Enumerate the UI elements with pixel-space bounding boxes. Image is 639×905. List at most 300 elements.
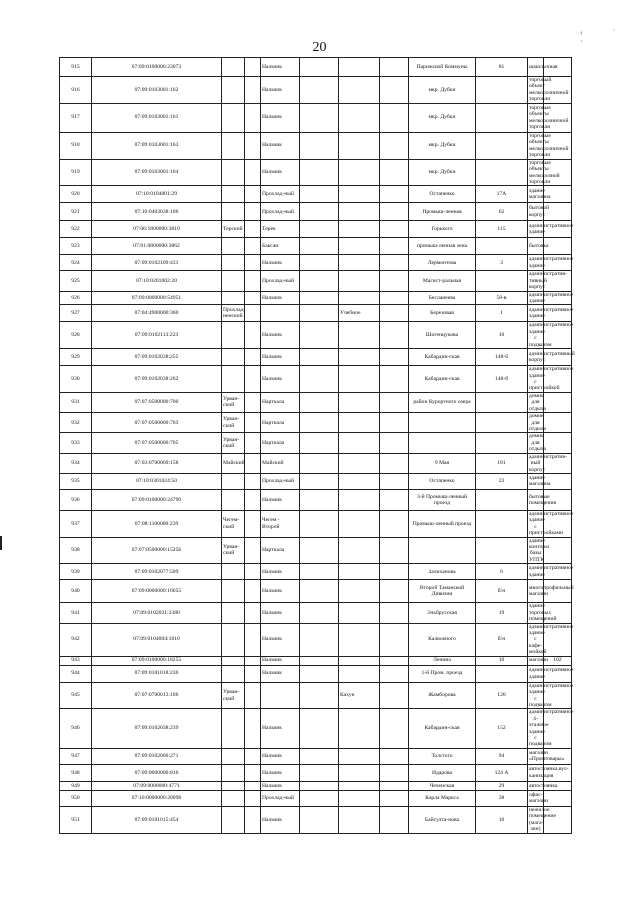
cell-empty bbox=[380, 221, 409, 238]
cell-n: 918 bbox=[60, 132, 92, 159]
cell-empty bbox=[380, 510, 409, 537]
cell-street: Бесланеева bbox=[409, 291, 476, 305]
cell-empty bbox=[245, 132, 261, 159]
cell-purpose: нежилое помещение (мага-зин) bbox=[529, 806, 556, 833]
cell-empty bbox=[300, 682, 339, 709]
cell-n: 932 bbox=[60, 413, 92, 433]
cell-city: Нальчик bbox=[261, 291, 300, 305]
cell-street: Промыш-ленный проезд bbox=[409, 510, 476, 537]
cell-purpose: административ-тивный корпус bbox=[529, 271, 567, 291]
cell-empty bbox=[245, 366, 261, 393]
cell-house: 3 bbox=[476, 255, 528, 271]
cell-house: 62 bbox=[476, 203, 528, 221]
property-table bbox=[59, 57, 575, 834]
cell-vill bbox=[339, 806, 380, 833]
cell-purpose: домик для отдыха bbox=[529, 433, 546, 453]
cell-dist bbox=[222, 291, 245, 305]
cell-city: Нарткала bbox=[261, 413, 300, 433]
table-row bbox=[60, 489, 572, 510]
cell-city: Нарткала bbox=[261, 392, 300, 412]
table-row bbox=[60, 580, 572, 603]
cell-vill bbox=[339, 580, 380, 603]
cell-house: б/н bbox=[476, 623, 528, 656]
corner-marks: ‹ ˙ · bbox=[580, 28, 630, 46]
cell-city: Нальчик bbox=[261, 665, 300, 682]
cell-purpose: административное здание bbox=[529, 291, 574, 305]
cell-kad: 07:09:0102021:2380 bbox=[92, 603, 222, 623]
cell-vill bbox=[339, 291, 380, 305]
cell-house: 6 bbox=[476, 564, 528, 580]
cell-city: Нальчик bbox=[261, 781, 300, 790]
cell-empty bbox=[245, 682, 261, 709]
cell-n: 948 bbox=[60, 764, 92, 781]
cell-empty bbox=[245, 413, 261, 433]
cell-kad: 07:01:0800000:3862 bbox=[92, 238, 222, 255]
cell-dist: Урван-ский bbox=[222, 537, 245, 564]
cell-dist bbox=[222, 473, 245, 489]
cell-street: Лермонтова bbox=[409, 255, 476, 271]
table-body bbox=[60, 58, 575, 834]
cell-street: 9 Мая bbox=[409, 453, 476, 473]
cell-city: Нальчик bbox=[261, 806, 300, 833]
cell-empty bbox=[300, 132, 339, 159]
cell-dist bbox=[222, 665, 245, 682]
cell-empty bbox=[245, 489, 261, 510]
cell-empty bbox=[380, 764, 409, 781]
cell-city: Прохлад-ный bbox=[261, 203, 300, 221]
cell-house bbox=[476, 103, 528, 132]
cell-empty bbox=[300, 510, 339, 537]
cell-dist bbox=[222, 580, 245, 603]
cell-empty bbox=[300, 159, 339, 186]
page-number: 20 bbox=[312, 40, 327, 55]
cell-street bbox=[409, 433, 476, 453]
cell-n: 925 bbox=[60, 271, 92, 291]
cell-empty bbox=[245, 103, 261, 132]
table-row bbox=[60, 271, 572, 291]
cell-vill bbox=[339, 656, 380, 665]
cell-empty bbox=[380, 132, 409, 159]
cell-kad: 07:09:0100000:18255 bbox=[92, 656, 222, 665]
cell-street: Толстого bbox=[409, 748, 476, 764]
cell-empty bbox=[380, 58, 409, 77]
cell-kad: 07:09:0000000:4771 bbox=[92, 781, 222, 790]
cell-kad: 07:04:4900000:360 bbox=[92, 305, 222, 322]
cell-dist bbox=[222, 623, 245, 656]
cell-empty bbox=[245, 58, 261, 77]
cell-street: Идарова bbox=[409, 764, 476, 781]
cell-n: 945 bbox=[60, 682, 92, 709]
cell-dist bbox=[222, 271, 245, 291]
table-row bbox=[60, 305, 572, 322]
cell-city: Прохлад-ный bbox=[261, 790, 300, 806]
cell-n: 937 bbox=[60, 510, 92, 537]
cell-n: 927 bbox=[60, 305, 92, 322]
cell-empty bbox=[300, 623, 339, 656]
cell-n: 931 bbox=[60, 392, 92, 412]
cell-vill bbox=[339, 58, 380, 77]
cell-kad: 07:09:0102060:271 bbox=[92, 748, 222, 764]
table-row bbox=[60, 623, 572, 656]
cell-kad: 07:10:0403038:106 bbox=[92, 203, 222, 221]
cell-purpose: административное здание bbox=[528, 305, 544, 322]
cell-n: 936 bbox=[60, 489, 92, 510]
cell-kad: 07:09:0102109:431 bbox=[92, 255, 222, 271]
cell-purpose: бытовка bbox=[528, 238, 544, 255]
cell-kad: 07:10:0104001:29 bbox=[92, 186, 222, 203]
cell-house: 29 bbox=[476, 781, 528, 790]
cell-n: 923 bbox=[60, 238, 92, 255]
cell-empty bbox=[245, 564, 261, 580]
cell-house: 120 bbox=[476, 682, 528, 709]
table-row bbox=[60, 453, 572, 473]
cell-vill bbox=[339, 413, 380, 433]
cell-dist: Урван-ский bbox=[222, 682, 245, 709]
cell-house: 58-в bbox=[476, 291, 528, 305]
cell-empty bbox=[300, 203, 339, 221]
table-row bbox=[60, 159, 572, 186]
cell-purpose: административное здание с подвалом bbox=[529, 682, 574, 708]
cell-empty bbox=[245, 656, 261, 665]
cell-street: Байсулта-нова bbox=[409, 806, 476, 833]
table-row bbox=[60, 433, 572, 453]
cell-n: 934 bbox=[60, 453, 92, 473]
cell-n: 928 bbox=[60, 322, 92, 349]
cell-n: 916 bbox=[60, 77, 92, 104]
cell-house: 81 bbox=[476, 58, 528, 77]
cell-dist: Урван-ский bbox=[222, 413, 245, 433]
cell-empty bbox=[300, 322, 339, 349]
cell-city: Нальчик bbox=[261, 564, 300, 580]
cell-dist bbox=[222, 709, 245, 749]
cell-house bbox=[476, 413, 528, 433]
cell-empty bbox=[300, 603, 339, 623]
cell-empty bbox=[380, 489, 409, 510]
cell-empty bbox=[245, 433, 261, 453]
cell-city: Нальчик bbox=[261, 322, 300, 349]
cell-house bbox=[476, 392, 528, 412]
cell-empty bbox=[380, 665, 409, 682]
cell-kad: 07:09:0000000:816 bbox=[92, 764, 222, 781]
cell-empty bbox=[380, 291, 409, 305]
cell-dist bbox=[222, 186, 245, 203]
cell-empty bbox=[380, 537, 409, 564]
cell-street: Горького bbox=[409, 221, 476, 238]
cell-city: Нарткала bbox=[261, 433, 300, 453]
table-row bbox=[60, 806, 572, 833]
cell-empty bbox=[380, 77, 409, 104]
cell-empty bbox=[245, 709, 261, 749]
cell-city: Нальчик bbox=[261, 349, 300, 366]
cell-street: Чеченская bbox=[409, 781, 476, 790]
cell-street bbox=[409, 413, 476, 433]
cell-purpose: бытовой корпус bbox=[528, 203, 544, 221]
cell-n: 921 bbox=[60, 203, 92, 221]
cell-street: промыш-ленная зона bbox=[409, 238, 476, 255]
cell-empty bbox=[300, 764, 339, 781]
cell-vill bbox=[339, 510, 380, 537]
cell-purpose: здание магазина bbox=[528, 186, 544, 203]
cell-purpose: здание конторы базы УПТК bbox=[529, 537, 549, 563]
cell-house: 19 bbox=[476, 603, 528, 623]
cell-empty bbox=[380, 781, 409, 790]
cell-n: 935 bbox=[60, 473, 92, 489]
cell-empty bbox=[245, 764, 261, 781]
cell-dist bbox=[222, 103, 245, 132]
cell-vill bbox=[339, 453, 380, 473]
cell-extra bbox=[544, 413, 572, 433]
cell-city: Нальчик bbox=[261, 58, 300, 77]
cell-empty bbox=[380, 271, 409, 291]
cell-house bbox=[476, 132, 528, 159]
cell-empty bbox=[300, 564, 339, 580]
cell-kad: 07:07:0700013:106 bbox=[92, 682, 222, 709]
cell-vill bbox=[339, 473, 380, 489]
cell-vill bbox=[339, 392, 380, 412]
table-row bbox=[60, 603, 572, 623]
cell-empty bbox=[380, 392, 409, 412]
cell-kad: 07:03:0700069:158 bbox=[92, 453, 222, 473]
cell-vill bbox=[339, 186, 380, 203]
cell-dist bbox=[222, 564, 245, 580]
cell-purpose: административное 4-этажное здание с подвалом bbox=[529, 709, 574, 748]
cell-vill bbox=[339, 366, 380, 393]
cell-empty bbox=[245, 790, 261, 806]
table-row bbox=[60, 537, 572, 564]
cell-empty bbox=[300, 748, 339, 764]
cell-purpose: офис-магазин bbox=[529, 791, 548, 805]
table-row bbox=[60, 510, 572, 537]
cell-street: Калюжного bbox=[409, 623, 476, 656]
cell-kad: 07:09:0000000:16655 bbox=[92, 580, 222, 603]
cell-vill bbox=[339, 537, 380, 564]
table-row bbox=[60, 682, 572, 709]
cell-street: Кабардин-ская bbox=[409, 366, 476, 393]
cell-street: 3-й Промыш-ленный проезд bbox=[409, 489, 476, 510]
cell-purpose: административное здание bbox=[529, 565, 574, 578]
margin-mark bbox=[0, 536, 2, 550]
cell-purpose: административное здание с пристройкой bbox=[529, 366, 574, 392]
cell-empty bbox=[380, 103, 409, 132]
cell-dist: Прохлад-ненский bbox=[222, 305, 245, 322]
cell-kad: 07:09:0100000:24790 bbox=[92, 489, 222, 510]
cell-empty bbox=[245, 349, 261, 366]
table-row bbox=[60, 781, 572, 790]
cell-vill bbox=[339, 322, 380, 349]
cell-street: Кабардин-ская bbox=[409, 709, 476, 749]
cell-kad: 07:09:0103001:163 bbox=[92, 132, 222, 159]
cell-street: Кабардин-ская bbox=[409, 349, 476, 366]
cell-empty bbox=[380, 580, 409, 603]
cell-dist bbox=[222, 806, 245, 833]
cell-purpose: административное здание bbox=[529, 256, 574, 269]
cell-street: Парижской Коммуны bbox=[409, 58, 476, 77]
cell-extra: 102 bbox=[544, 656, 572, 665]
cell-kad: 07:09:0102038:239 bbox=[92, 709, 222, 749]
cell-vill bbox=[339, 203, 380, 221]
cell-city: Баксан bbox=[261, 238, 300, 255]
cell-empty bbox=[245, 392, 261, 412]
table-row bbox=[60, 58, 572, 77]
cell-empty bbox=[380, 453, 409, 473]
cell-empty bbox=[380, 709, 409, 749]
cell-house bbox=[476, 238, 528, 255]
cell-kad: 07:09:0102077:509 bbox=[92, 564, 222, 580]
cell-city: Нальчик bbox=[261, 489, 300, 510]
cell-kad: 07:09:0000000:54951 bbox=[92, 291, 222, 305]
cell-dist bbox=[222, 58, 245, 77]
cell-city: Прохлад-ный bbox=[261, 473, 300, 489]
cell-house: 115 bbox=[476, 221, 528, 238]
cell-empty bbox=[380, 682, 409, 709]
table-row bbox=[60, 255, 572, 271]
cell-purpose: административное здание с кафе-мойкой bbox=[529, 623, 574, 656]
cell-empty bbox=[300, 103, 339, 132]
cell-dist bbox=[222, 748, 245, 764]
cell-empty bbox=[380, 203, 409, 221]
cell-house bbox=[476, 271, 528, 291]
cell-vill bbox=[339, 132, 380, 159]
cell-empty bbox=[245, 473, 261, 489]
cell-house: 10 bbox=[476, 656, 528, 665]
table-row bbox=[60, 665, 572, 682]
cell-empty bbox=[245, 221, 261, 238]
cell-city bbox=[261, 682, 300, 709]
table-row bbox=[60, 77, 572, 104]
cell-house: б/н bbox=[476, 580, 528, 603]
cell-kad: 07:09:0101015:454 bbox=[92, 806, 222, 833]
cell-house bbox=[476, 665, 528, 682]
cell-kad: 07:08:1100000:239 bbox=[92, 510, 222, 537]
cell-dist bbox=[222, 764, 245, 781]
cell-empty bbox=[300, 349, 339, 366]
cell-empty bbox=[380, 748, 409, 764]
cell-empty bbox=[300, 238, 339, 255]
cell-empty bbox=[245, 291, 261, 305]
cell-dist bbox=[222, 349, 245, 366]
cell-n: 929 bbox=[60, 349, 92, 366]
cell-purpose: административное здание bbox=[528, 221, 544, 238]
table-row bbox=[60, 203, 572, 221]
cell-kad: 07:07:0500000:705 bbox=[92, 433, 222, 453]
cell-purpose: домик для отдыха bbox=[529, 413, 546, 432]
cell-empty bbox=[300, 709, 339, 749]
cell-dist: Урван-ский bbox=[222, 433, 245, 453]
cell-purpose: торговые объекты мелкорозной торговли bbox=[529, 159, 560, 185]
cell-empty bbox=[380, 623, 409, 656]
cell-city: Нальчик bbox=[261, 366, 300, 393]
cell-empty bbox=[300, 392, 339, 412]
cell-empty bbox=[380, 238, 409, 255]
cell-purpose: административное здание bbox=[528, 665, 544, 682]
cell-street: район Курортного озера bbox=[409, 392, 476, 412]
cell-empty bbox=[245, 255, 261, 271]
cell-kad: 07:07:0500000:15256 bbox=[92, 537, 222, 564]
cell-house bbox=[476, 510, 528, 537]
cell-street: Жамборова bbox=[409, 682, 476, 709]
cell-purpose: административный корпус bbox=[528, 349, 544, 366]
cell-empty bbox=[300, 433, 339, 453]
cell-empty bbox=[300, 781, 339, 790]
cell-empty bbox=[300, 305, 339, 322]
cell-empty bbox=[380, 433, 409, 453]
cell-vill bbox=[339, 271, 380, 291]
cell-house: 148-б bbox=[476, 349, 528, 366]
cell-house: 152 bbox=[476, 709, 528, 749]
cell-n: 949 bbox=[60, 781, 92, 790]
cell-street: Магист-ральная bbox=[409, 271, 476, 291]
cell-empty bbox=[380, 366, 409, 393]
cell-empty bbox=[245, 238, 261, 255]
cell-dist bbox=[222, 322, 245, 349]
cell-empty bbox=[300, 271, 339, 291]
table-row bbox=[60, 392, 572, 412]
table-row bbox=[60, 366, 572, 393]
cell-n: 926 bbox=[60, 291, 92, 305]
cell-vill bbox=[339, 665, 380, 682]
cell-street: мкр. Дубки bbox=[409, 77, 476, 104]
cell-n: 940 bbox=[60, 580, 92, 603]
cell-empty bbox=[245, 748, 261, 764]
table-row bbox=[60, 221, 572, 238]
cell-street: Эльбрусская bbox=[409, 603, 476, 623]
cell-dist bbox=[222, 781, 245, 790]
cell-kad: 07:10:0201002:20 bbox=[92, 271, 222, 291]
cell-n: 933 bbox=[60, 433, 92, 453]
cell-extra bbox=[544, 392, 572, 412]
cell-vill bbox=[339, 103, 380, 132]
cell-kad: 07:09:0100000:23073 bbox=[92, 58, 222, 77]
table-row bbox=[60, 709, 572, 749]
cell-street: мкр. Дубки bbox=[409, 132, 476, 159]
cell-empty bbox=[300, 255, 339, 271]
cell-empty bbox=[380, 806, 409, 833]
table-row bbox=[60, 186, 572, 203]
cell-n: 942 bbox=[60, 623, 92, 656]
cell-empty bbox=[380, 349, 409, 366]
cell-empty bbox=[300, 291, 339, 305]
cell-kad: 07:06:1800000:3810 bbox=[92, 221, 222, 238]
cell-empty bbox=[245, 203, 261, 221]
table-row bbox=[60, 790, 572, 806]
cell-empty bbox=[300, 473, 339, 489]
cell-house: 148-б bbox=[476, 366, 528, 393]
cell-city: Нальчик bbox=[261, 103, 300, 132]
cell-house: 17А bbox=[476, 186, 528, 203]
cell-house bbox=[476, 537, 528, 564]
cell-kad: 07:09:0103001:164 bbox=[92, 159, 222, 186]
cell-vill bbox=[339, 764, 380, 781]
cell-street: Шогенцукова bbox=[409, 322, 476, 349]
cell-empty bbox=[300, 186, 339, 203]
cell-vill bbox=[339, 489, 380, 510]
table-row bbox=[60, 564, 572, 580]
cell-n: 920 bbox=[60, 186, 92, 203]
cell-city: Нальчик bbox=[261, 764, 300, 781]
cell-house bbox=[476, 433, 528, 453]
cell-purpose: административ-ный корпус bbox=[529, 453, 567, 473]
cell-city: Майский bbox=[261, 453, 300, 473]
cell-vill bbox=[339, 748, 380, 764]
cell-n: 915 bbox=[60, 58, 92, 77]
cell-street: Залиханова bbox=[409, 564, 476, 580]
cell-empty bbox=[300, 77, 339, 104]
cell-kad: 07:07:0500000:700 bbox=[92, 392, 222, 412]
cell-purpose: торговый объект мелкорозничной торговли bbox=[529, 77, 569, 103]
cell-empty bbox=[245, 806, 261, 833]
cell-n: 951 bbox=[60, 806, 92, 833]
cell-dist bbox=[222, 603, 245, 623]
